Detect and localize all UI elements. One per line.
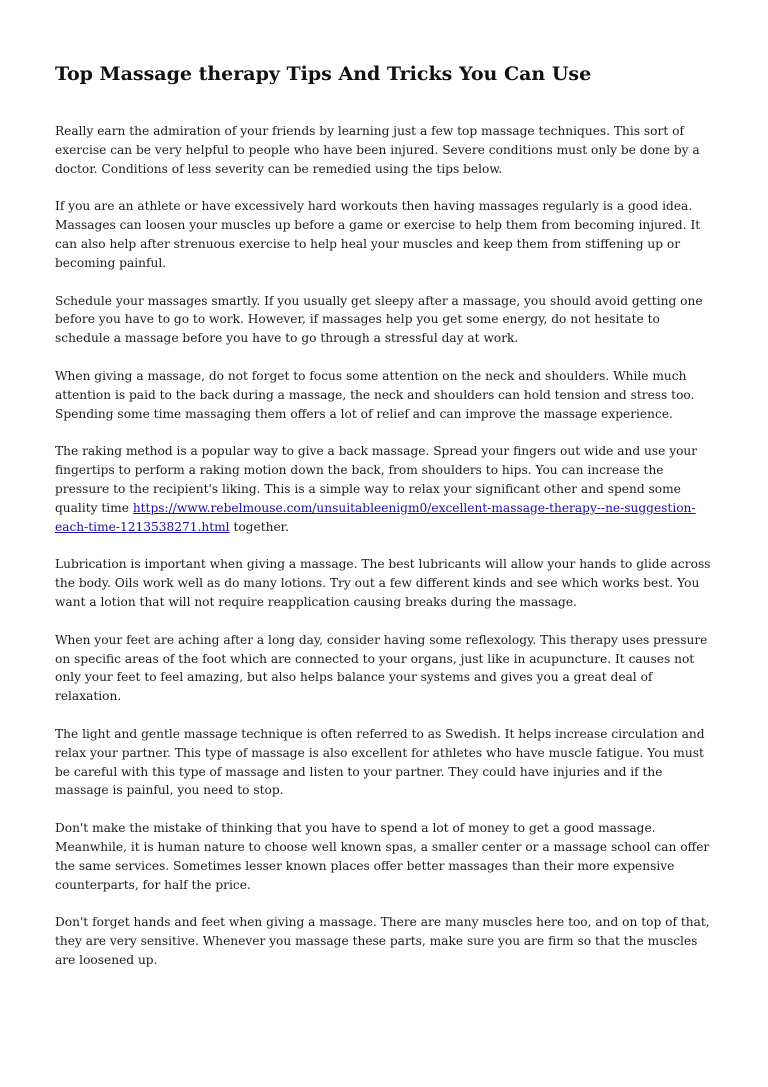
document-body (55, 122, 715, 989)
article-link[interactable]: https://www.rebelmouse.com/unsuitableenigm0/excellent-massage-therapy--ne-suggestion-each-time-1213538271.html (55, 500, 696, 534)
paragraph-3: Schedule your massages smartly. If you usually get sleepy after a massage, you should avoid getting one before you have to go to work. However, if massages help you get some energy, do not hesitate to schedule a massage before you have to go through a stressful day at work. (55, 293, 703, 346)
paragraph-9: Don't make the mistake of thinking that you have to spend a lot of money to get a good massage. Meanwhile, it is human nature to choose well known spas, a smaller center or a massage school can offer the same services. Sometimes lesser known places offer better massages than their more expensive counterparts, for half the price. (55, 821, 710, 892)
paragraph-5-text-before: The raking method is a popular way to give a back massage. Spread your fingers out wide and use your fingertips to perform a raking motion down the back, from shoulders to hips. You can increase the pressure to the recipient's liking. This is a simple way to relax your significant other and spend some quality time (55, 444, 698, 515)
paragraph-8: The light and gentle massage technique is often referred to as Swedish. It helps increase circulation and relax your partner. This type of massage is also excellent for athletes who have muscle fatigue. You must be careful with this type of massage and listen to your partner. They could have injuries and if the massage is painful, you need to stop. (55, 726, 705, 798)
paragraph-5-text-after: together. (229, 519, 290, 534)
paragraph-10: Don't forget hands and feet when giving a massage. There are many muscles here too, and on top of that, they are very sensitive. Whenever you massage these parts, make sure you are firm so that the muscles are loosened up. (55, 915, 710, 967)
paragraph-5 (55, 442, 715, 536)
paragraph-6: Lubrication is important when giving a massage. The best lubricants will allow your hands to glide across the body. Oils work well as do many lotions. Try out a few different kinds and see which works best. You want a lotion that will not require reapplication causing breaks during the massage. (55, 557, 711, 609)
paragraph-1: Really earn the admiration of your friends by learning just a few top massage techniques. This sort of exercise can be very helpful to people who have been injured. Severe conditions must only be done by a doctor. Conditions of less severity can be remedied using the tips below. (55, 124, 700, 176)
paragraph-7: When your feet are aching after a long day, consider having some reflexology. This therapy uses pressure on specific areas of the foot which are connected to your organs, just like in acupuncture. It causes not only your feet to feel amazing, but also helps balance your systems and gives you a great deal of relaxation. (55, 632, 708, 704)
paragraph-4: When giving a massage, do not forget to focus some attention on the neck and shoulders. While much attention is paid to the back during a massage, the neck and shoulders can hold tension and stress too. Spending some time massaging them offers a lot of relief and can improve the massage experience. (55, 368, 695, 421)
document-title: Top Massage therapy Tips And Tricks You Can Use (55, 63, 592, 85)
paragraph-2: If you are an athlete or have excessively hard workouts then having massages regularly is a good idea. Massages can loosen your muscles up before a game or exercise to help them from becoming injured. It can also help after strenuous exercise to help heal your muscles and keep them from stiffening up or becoming painful. (55, 199, 701, 270)
